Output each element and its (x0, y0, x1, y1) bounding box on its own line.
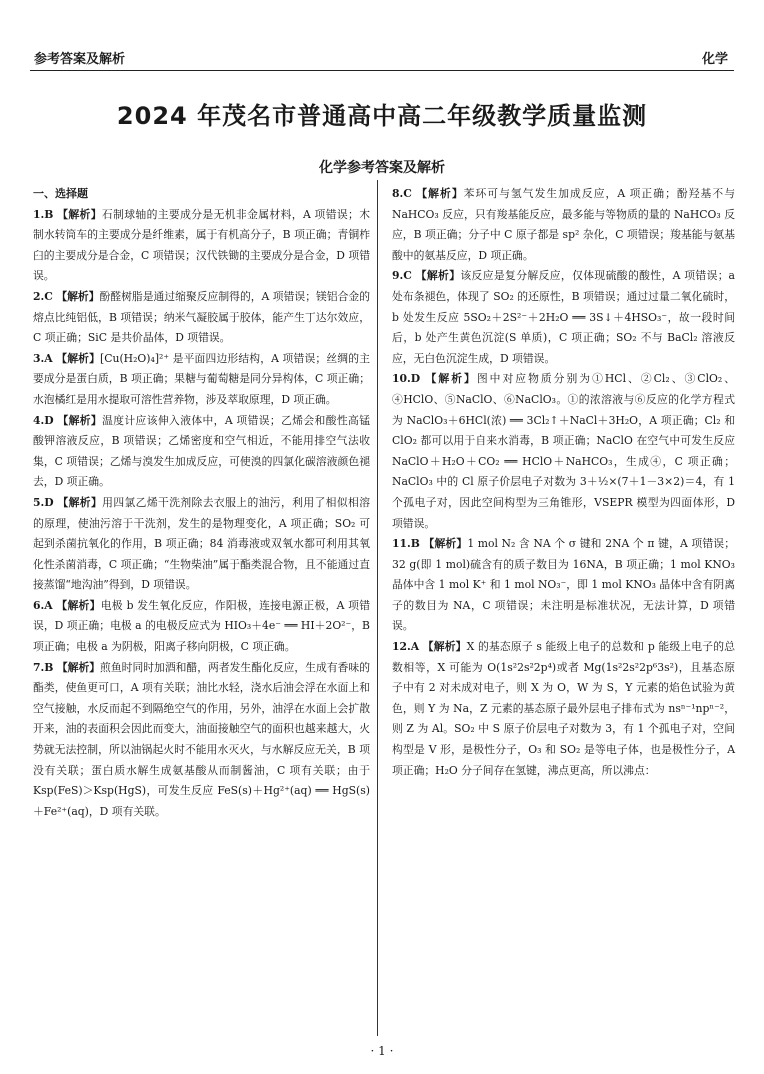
item-text: 煎鱼时同时加酒和醋，两者发生酯化反应，生成有香味的酯类，使鱼更可口，A 项有关联；油比水轻，浇水后油会浮在水面上和空气接触，水反而起不到隔绝空气的作用，另外，油浮在水面上会扩散开来，油的表面积会因此而变大，油面接触空气的面积也越来越大，火势就无法控制，所以油锅起火时不能用水灭火，与水解反应无关，B 项没有关联；蛋白质水解生成氨基酸从而制酱油，C 项有关联；由于 Ksp(FeS)＞Ksp(HgS)，可发生反应 FeS(s)＋Hg²⁺(aq) ══ HgS(s)＋Fe²⁺(aq)，D 项有关联。 (33, 660, 371, 818)
answer-item-12 (392, 637, 735, 781)
item-tag: 【解析】 (415, 269, 461, 283)
right-column (392, 184, 735, 781)
answer-item-8 (392, 184, 735, 266)
page-header (30, 44, 734, 71)
item-number: 7.B (33, 660, 54, 674)
document-title: 2024 年茂名市普通高中高二年级教学质量监测 (116, 102, 648, 130)
left-column (33, 184, 370, 822)
answer-item-6 (33, 596, 370, 658)
answer-item-4 (33, 411, 370, 493)
item-number: 12.A (392, 640, 420, 654)
item-number: 4.D (33, 413, 54, 427)
item-number: 8.C (392, 187, 412, 200)
item-text: 电极 b 发生氧化反应，作阳极，连接电源正极，A 项错误，D 项正确；电极 a 的电极反应式为 HIO₃＋4e⁻ ══ HI＋2O²⁻，B 项正确；电极 a 为阴极，阳离子移向阴极，C 项正确。 (33, 598, 371, 654)
item-number: 1.B (33, 207, 54, 221)
item-text: 图中对应物质分别为①HCl、②Cl₂、③ClO₂、④HClO、⑤NaClO、⑥NaClO₃。①的浓溶液与⑥反应的化学方程式为 NaClO₃＋6HCl(浓) ══ 3Cl₂↑＋NaCl＋3H₂O，A 项正确；Cl₂ 和 ClO₂ 都可以用于自来水消毒，B 项正确；NaClO 在空气中可发生反应 NaClO＋H₂O＋CO₂ ══ HClO＋NaHCO₃，生成④，C 项正确；NaClO₃ 中的 Cl 原子价层电子对数为 3＋½×(7＋1－3×2)＝4，有 1 个孤电子对，因此空间构型为三角锥形，VSEPR 模型为四面体形，D 项错误。 (392, 372, 736, 530)
answer-item-2 (33, 287, 370, 349)
item-text: 温度计应该伸入液体中，A 项错误；乙烯会和酸性高锰酸钾溶液反应，B 项错误；乙烯密度和空气相近，不能用排空气法收集，C 项错误；乙烯与溴发生加成反应，可使溴的四氯化碳溶液颜色褪去，D 项正确。 (33, 413, 370, 489)
column-divider (377, 180, 378, 1036)
item-number: 6.A (33, 598, 53, 612)
answer-item-5 (33, 493, 370, 596)
page-number: · 1 · (370, 1044, 394, 1058)
item-tag: 【解析】 (57, 495, 103, 509)
item-text: 石制球轴的主要成分是无机非金属材料，A 项错误；木制水转筒车的主要成分是纤维素，属于有机高分子，B 项正确；青铜柞臼的主要成分是合金，C 项错误；汉代铁锄的主要成分是合金，D 项错误。 (33, 207, 371, 283)
item-text: X 的基态原子 s 能级上电子的总数和 p 能级上电子的总数相等，X 可能为 O(1s²2s²2p⁴)或者 Mg(1s²2s²2p⁶3s²)，且基态原子中有 2 对未成对电子，则 X 为 O，W 为 S，Y 元素的焰色试验为黄色，则 Y 为 Na，Z 元素的基态原子最外层电子排布式为 nsⁿ⁻¹npⁿ⁻²，则 Z 为 Al。SO₂ 中 S 原子价层电子对数为 3，有 1 个孤电子对，空间构型是 V 形，是极性分子，O₃ 和 SO₂ 是等电子体，也是极性分子，A 项正确；H₂O 分子间存在氢键，沸点更高，所以沸点： (392, 640, 735, 777)
section-title: 一、选择题 (33, 187, 88, 200)
item-tag: 【解析】 (56, 351, 101, 365)
item-number: 10.D (392, 372, 421, 386)
item-tag: 【解析】 (423, 537, 468, 551)
item-tag: 【解析】 (422, 640, 467, 654)
item-tag: 【解析】 (56, 289, 100, 303)
item-text: [Cu(H₂O)₄]²⁺ 是平面四边形结构，A 项错误；丝绸的主要成分是蛋白质，B 项正确；果糖与葡萄糖是同分异构体，C 项正确；水泡橘红是用水提取可溶性营养物，涉及萃取原理，D 项正确。 (33, 351, 370, 406)
item-number: 5.D (33, 495, 54, 509)
item-tag: 【解析】 (57, 207, 102, 221)
item-number: 11.B (392, 537, 420, 551)
item-tag: 【解析】 (425, 372, 477, 386)
document-subtitle: 化学参考答案及解析 (319, 160, 445, 176)
item-number: 3.A (33, 351, 53, 365)
header-left-label: 参考答案及解析 (34, 52, 126, 67)
answer-item-1 (33, 205, 370, 287)
item-tag: 【解析】 (416, 187, 464, 200)
item-tag: 【解析】 (56, 660, 101, 674)
item-tag: 【解析】 (57, 413, 103, 427)
item-text: 1 mol N₂ 含 NA 个 σ 键和 2NA 个 π 键，A 项错误；32 g(即 1 mol)硫含有的质子数目为 16NA，B 项正确；1 mol KNO₃ 晶体中含 1 mol K⁺ 和 1 mol NO₃⁻，即 1 mol KNO₃ 晶体中含有阴离子的数目为 NA，C 项错误；未注明是标准状况，无法计算，D 项错误。 (392, 537, 736, 633)
item-text: 用四氯乙烯干洗剂除去衣服上的油污，利用了相似相溶的原理，使油污溶于干洗剂，发生的是物理变化，A 项正确；SO₂ 可起到杀菌抗氧化的作用，B 项正确；84 消毒液或双氧水都可利用其氧化性杀菌消毒，C 项正确；“生物柴油”属于酯类混合物，且不能通过直接蒸馏“地沟油”得到，D 项错误。 (33, 495, 370, 592)
answer-item-9 (392, 266, 735, 369)
answer-item-11 (392, 534, 735, 637)
answer-item-3 (33, 349, 370, 411)
item-number: 9.C (392, 269, 412, 283)
header-subject-label: 化学 (701, 52, 728, 67)
answer-item-7 (33, 658, 370, 823)
item-number: 2.C (33, 289, 53, 303)
answer-item-10 (392, 369, 735, 534)
item-text: 该反应是复分解反应，仅体现硫酸的酸性，A 项错误；a 处布条褪色，体现了 SO₂ 的还原性，B 项错误；通过过量二氧化硫时，b 处发生反应 5SO₂＋2S²⁻＋2H₂O ══ 3S↓＋4HSO₃⁻，故一段时间后，b 处产生黄色沉淀(S 单质)，C 项正确；SO₂ 不与 BaCl₂ 溶液反应，无白色沉淀生成，D 项错误。 (392, 269, 735, 365)
item-text: 酚醛树脂是通过缩聚反应制得的，A 项错误；镁铝合金的熔点比纯铝低，B 项错误；纳米气凝胶属于胶体，能产生丁达尔效应，C 项正确；SiC 是共价晶体，D 项错误。 (33, 289, 370, 345)
item-tag: 【解析】 (56, 598, 101, 612)
item-text: 苯环可与氢气发生加成反应，A 项正确；酚羟基不与 NaHCO₃ 反应，只有羧基能反应，最多能与等物质的量的 NaHCO₃ 反应，B 项正确；分子中 C 原子都是 sp² 杂化，C 项错误；羧基能与氨基酸中的氨基反应，D 项正确。 (392, 187, 735, 262)
